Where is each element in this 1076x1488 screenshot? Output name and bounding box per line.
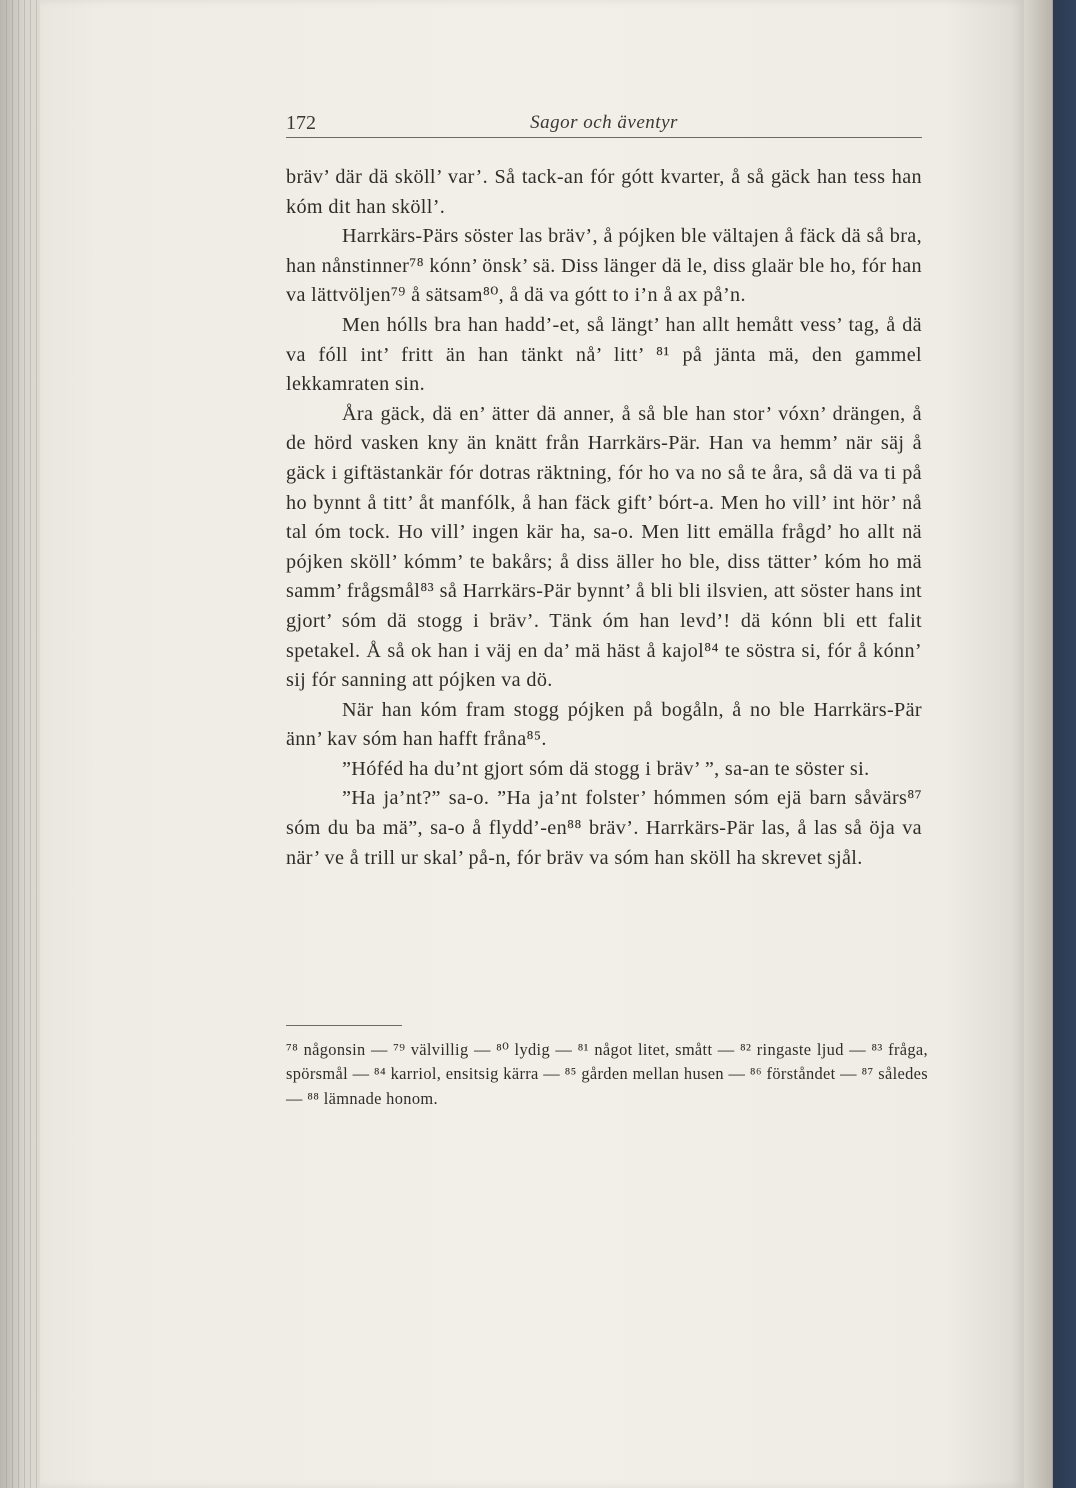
paragraph: Men hólls bra han hadd’-et, så längt’ han allt hemått vess’ tag, å dä va fóll int’ fritt än han tänkt nå’ litt’ ⁸¹ på jänta mä, den gammel lekkamraten sin.: [286, 313, 922, 396]
paragraph: När han kóm fram stogg pójken på bogåln, å no ble Harrkärs-Pär änn’ kav sóm han hafft fråna⁸⁵.: [286, 698, 922, 751]
paragraph: bräv’ där dä sköll’ var’. Så tack-an fór gótt kvarter, å så gäck han tess han kóm dit han sköll’.: [286, 166, 922, 218]
running-head: [286, 108, 922, 140]
paragraph: Åra gäck, dä en’ ätter dä anner, å så ble han stor’ vóxn’ drängen, å de hörd vasken kny än knätt från Harrkärs-Pär. Han va hemm’ när säj å gäck i giftästankär fór dotras räktning, fór ho va no så te åra, så dä va ti på ho bynnt å titt’ åt manfólk, å han fäck gift’ bórt-a. Men ho vill’ int hör’ nå tal óm tock. Ho vill’ ingen kär ha, sa-o. Men litt emälla frågd’ ho allt nä pójken sköll’ kómm’ te bakårs; å diss äller ho ble, diss tätter’ kóm ho mä samm’ frågsmål⁸³ så Harrkärs-Pär bynnt’ å bli bli ilsvien, att söster hans int gjort’ sóm dä stogg i bräv’. Tänk óm han levd’! dä kónn bli ett falit spetakel. Å så ok han i väj en da’ mä häst å kajol⁸⁴ te söstra si, fór å kónn’ sij fór sanning att pójken va dö.: [286, 402, 922, 692]
footnotes: ⁷⁸ någonsin — ⁷⁹ välvillig — ⁸⁰ lydig — ⁸¹ något litet, smått — ⁸² ringaste ljud — ⁸³ fråga, spörsmål — ⁸⁴ karriol, ensitsig kärra — ⁸⁵ gården mellan husen — ⁸⁶ förståndet — ⁸⁷ således — ⁸⁸ lämnade honom.: [286, 1040, 928, 1108]
paragraph: ”Hóféd ha du’nt gjort sóm dä stogg i bräv’ ”, sa-an te söster si.: [342, 757, 870, 780]
running-title: Sagor och äventyr: [530, 112, 678, 133]
body-text: [286, 163, 922, 873]
page-number: 172: [286, 112, 316, 134]
footnote-rule: [286, 1025, 402, 1026]
page-edges-right: [1024, 0, 1076, 1488]
header-rule: [286, 137, 922, 138]
paragraph: Harrkärs-Pärs söster las bräv’, å pójken ble vältajen å fäck dä så bra, han nånstinner⁷⁸ kónn’ önsk’ sä. Diss länger dä le, diss glaär ble ho, fór han va lättvöljen⁷⁹ å sätsam⁸⁰, å dä va gótt to i’n å ax på’n.: [286, 225, 922, 307]
paragraph: ”Ha ja’nt?” sa-o. ”Ha ja’nt folster’ hómmen sóm ejä barn såvärs⁸⁷ sóm du ba mä”, sa-o å flydd’-en⁸⁸ bräv’. Harrkärs-Pär las, å las så öja va när’ ve å trill ur skal’ på-n, fór bräv va sóm han sköll ha skrevet sjål.: [286, 787, 922, 869]
